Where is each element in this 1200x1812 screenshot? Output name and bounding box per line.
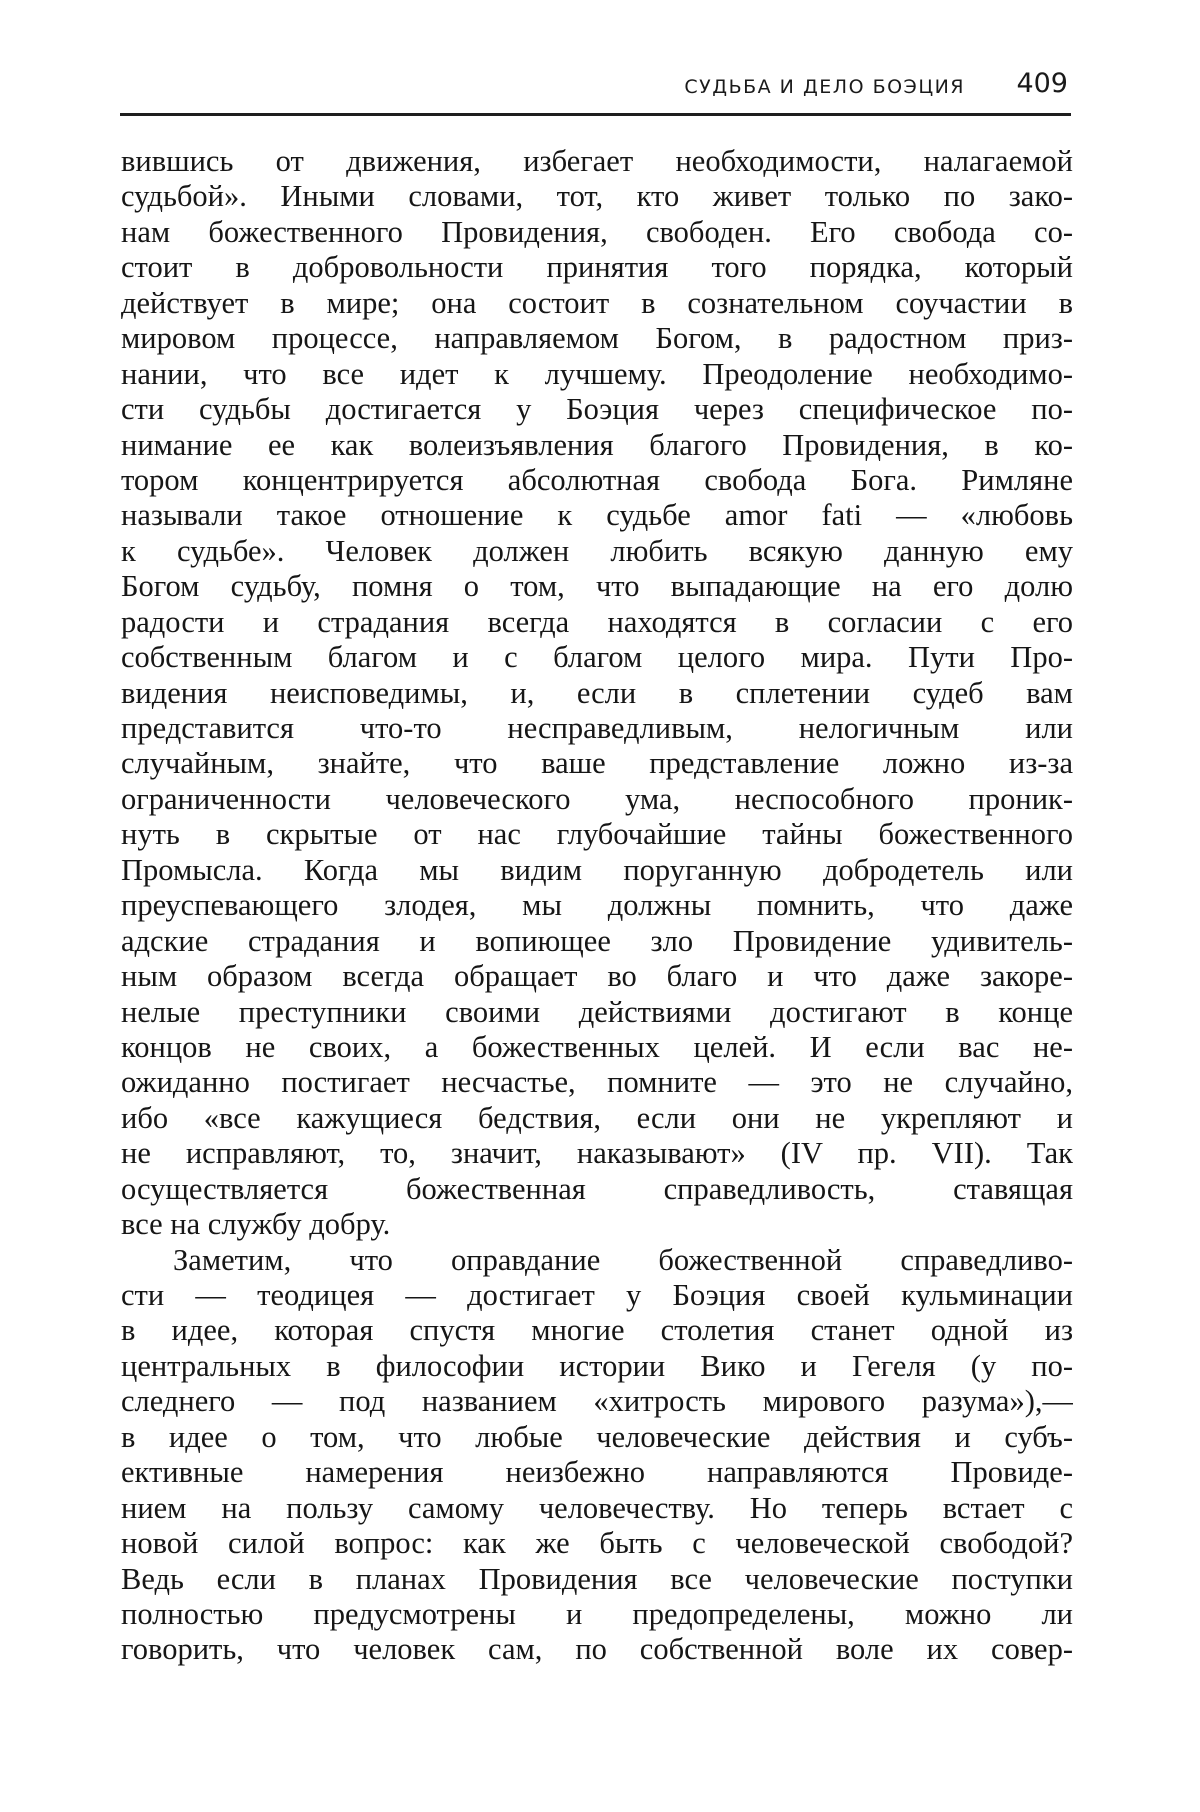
text-line: нелые преступники своими действиями достигают в конце: [121, 994, 1073, 1029]
text-line: Заметим, что оправдание божественной справедливо-: [173, 1242, 1073, 1277]
text-line: нам божественного Провидения, свободен. Его свобода со-: [121, 214, 1073, 249]
text-line: вившись от движения, избегает необходимости, налагаемой: [121, 144, 1073, 178]
text-line: видения неисповедимы, и, если в сплетении судеб вам: [121, 675, 1073, 710]
text-line: нимание ее как волеизъявления благого Провидения, в ко-: [121, 427, 1073, 462]
text-line: ограниченности человеческого ума, неспособного проник-: [121, 781, 1073, 816]
text-line: в идее о том, что любые человеческие действия и субъ-: [121, 1419, 1073, 1454]
text-line: в идее, которая спустя многие столетия станет одной из: [121, 1313, 1073, 1348]
text-line: нием на пользу самому человечеству. Но теперь встает с: [121, 1490, 1073, 1525]
text-line: ибо «все кажущиеся бедствия, если они не укрепляют и: [121, 1100, 1073, 1135]
text-line: нуть в скрытые от нас глубочайшие тайны божественного: [121, 817, 1073, 852]
text-line: не исправляют, то, значит, наказывают» (IV пр. VII). Так: [121, 1136, 1073, 1171]
text-line: ным образом всегда обращает во благо и что даже закоре-: [121, 959, 1073, 994]
text-line: следнего — под названием «хитрость мирового разума»),—: [121, 1384, 1073, 1419]
running-head: [120, 68, 1080, 112]
text-line: новой силой вопрос: как же быть с человеческой свободой?: [121, 1526, 1073, 1561]
text-line: судьбой». Иными словами, тот, кто живет только по зако-: [121, 179, 1073, 214]
text-line: полностью предусмотрены и предопределены, можно ли: [121, 1596, 1073, 1631]
running-title: СУДЬБА И ДЕЛО БОЭЦИЯ: [684, 76, 965, 98]
text-line: осуществляется божественная справедливость, ставящая: [121, 1171, 1073, 1206]
text-line: сти судьбы достигается у Боэция через специфическое по-: [121, 392, 1073, 427]
text-line: стоит в добровольности принятия того порядка, который: [121, 250, 1073, 285]
text-line: говорить, что человек сам, по собственной воле их совер-: [121, 1632, 1073, 1667]
text-line: Промысла. Когда мы видим поруганную добродетель или: [121, 852, 1073, 887]
text-line: радости и страдания всегда находятся в согласии с его: [121, 604, 1073, 639]
paragraph-continued: [121, 144, 1073, 1243]
text-line: ожиданно постигает несчастье, помните — это не случайно,: [121, 1065, 1073, 1100]
text-line: ективные намерения неизбежно направляются Провиде-: [121, 1455, 1073, 1490]
text-line: называли такое отношение к судьбе amor fati — «любовь: [121, 498, 1073, 533]
text-line: действует в мире; она состоит в сознательном соучастии в: [121, 285, 1073, 320]
text-line: сти — теодицея — достигает у Боэция своей кульминации: [121, 1278, 1073, 1312]
body-text: [121, 144, 1073, 1668]
paragraph: [121, 1243, 1073, 1668]
text-line: адские страдания и вопиющее зло Провидение удивитель-: [121, 923, 1073, 958]
page-number: 409: [1016, 68, 1068, 99]
text-line: тором концентрируется абсолютная свобода Бога. Римляне: [121, 462, 1073, 497]
text-line: случайным, знайте, что ваше представление ложно из-за: [121, 746, 1073, 781]
text-line: к судьбе». Человек должен любить всякую данную ему: [121, 533, 1073, 568]
text-line: представится что-то несправедливым, нелогичным или: [121, 711, 1073, 745]
header-rule: [120, 113, 1071, 116]
text-line: преуспевающего злодея, мы должны помнить, что даже: [121, 888, 1073, 923]
text-line: центральных в философии истории Вико и Гегеля (у по-: [121, 1348, 1073, 1383]
text-line: Богом судьбу, помня о том, что выпадающие на его долю: [121, 569, 1073, 604]
text-line: мировом процессе, направляемом Богом, в радостном приз-: [121, 321, 1073, 356]
text-line: собственным благом и с благом целого мира. Пути Про-: [121, 640, 1073, 675]
text-line: нании, что все идет к лучшему. Преодоление необходимо-: [121, 356, 1073, 391]
text-line: концов не своих, а божественных целей. И если вас не-: [121, 1029, 1073, 1064]
text-line: все на службу добру.: [121, 1207, 391, 1242]
text-line: Ведь если в планах Провидения все человеческие поступки: [121, 1561, 1073, 1596]
